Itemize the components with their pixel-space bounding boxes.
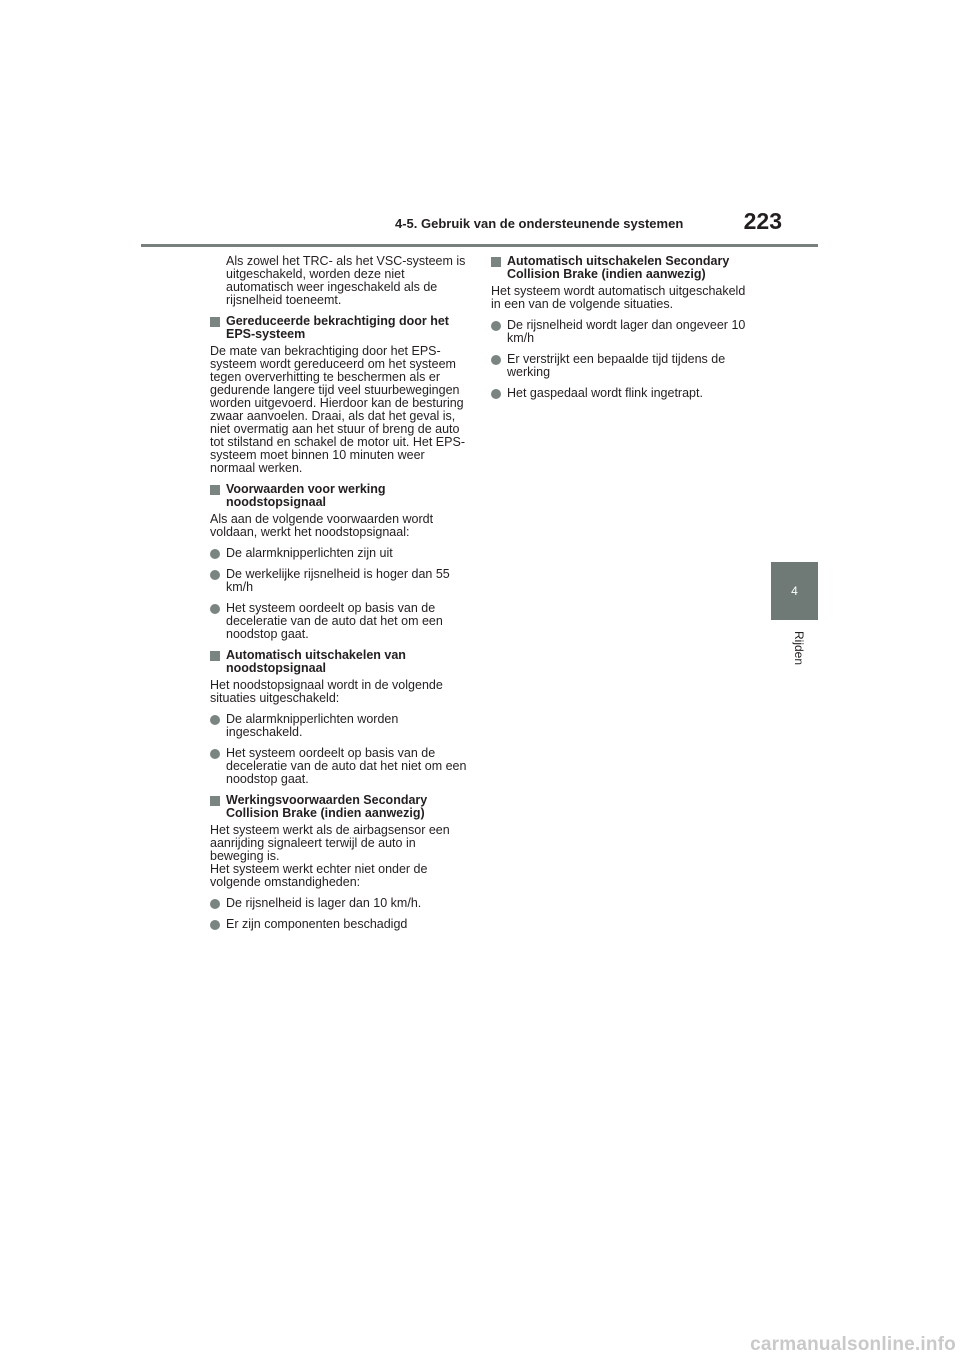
- list-item-text: De werkelijke rijsnelheid is hoger dan 55 km/h: [226, 567, 450, 594]
- noodstop-paragraph: Als aan de volgende voorwaarden wordt voldaan, werkt het noodstopsignaal:: [210, 512, 434, 539]
- list-item: [210, 897, 470, 910]
- eps-paragraph: De mate van bekrachtiging door het EPS-systeem wordt gereduceerd om het systeem tegen oververhitting te beschermen als er gedurende langere tijd veel stuurbewegingen worden uitgevoerd. Hierdoor kan de besturing zwaar aanvoelen. Draai, als dat het geval is, niet overmatig aan het stuur of breng de auto tot stilstand en schakel de motor uit. Het EPS-systeem moet binnen 10 minuten weer normaal werken.: [210, 344, 465, 475]
- circle-bullet-icon: [210, 920, 220, 930]
- page-number: 223: [743, 208, 782, 234]
- left-column: [210, 255, 470, 939]
- circle-bullet-icon: [210, 715, 220, 725]
- square-bullet-icon: [210, 651, 220, 661]
- square-bullet-icon: [210, 317, 220, 327]
- list-item: [491, 387, 753, 400]
- circle-bullet-icon: [491, 389, 501, 399]
- circle-bullet-icon: [210, 604, 220, 614]
- list-item-text: De alarmknipperlichten worden ingeschakeld.: [226, 712, 399, 739]
- circle-bullet-icon: [210, 749, 220, 759]
- section-title: 4-5. Gebruik van de ondersteunende systemen: [395, 216, 684, 231]
- list-item-text: Het systeem oordeelt op basis van de deceleratie van de auto dat het om een noodstop gaat.: [226, 601, 443, 641]
- circle-bullet-icon: [210, 570, 220, 580]
- chapter-tab: [771, 562, 818, 620]
- chapter-label: Rijden: [792, 631, 806, 666]
- header-rule: [141, 244, 818, 247]
- list-item: [491, 319, 753, 345]
- scb-paragraph-2: Het systeem werkt echter niet onder de volgende omstandigheden:: [210, 862, 428, 889]
- list-item: [491, 353, 753, 379]
- chapter-number: 4: [791, 584, 798, 598]
- heading-text: Automatisch uitschakelen van noodstopsignaal: [226, 648, 406, 675]
- list-item: [210, 918, 470, 931]
- square-bullet-icon: [210, 485, 220, 495]
- heading-text: Gereduceerde bekrachtiging door het EPS-systeem: [226, 314, 449, 341]
- list-item: [210, 747, 470, 786]
- scb-heading: [210, 794, 470, 820]
- list-item: [210, 547, 470, 560]
- list-item-text: De rijsnelheid is lager dan 10 km/h.: [226, 896, 422, 910]
- scb-off-heading: [491, 255, 753, 281]
- list-item: [210, 602, 470, 641]
- noodstop-heading: [210, 483, 470, 509]
- heading-text: Voorwaarden voor werking noodstopsignaal: [226, 482, 386, 509]
- intro-paragraph: Als zowel het TRC- als het VSC-systeem is uitgeschakeld, worden deze niet automatisch weer ingeschakeld als de rijsnelheid toeneemt.: [226, 254, 466, 307]
- heading-text: Automatisch uitschakelen Secondary Collision Brake (indien aanwezig): [507, 254, 730, 281]
- scb-off-paragraph: Het systeem wordt automatisch uitgeschakeld in een van de volgende situaties.: [491, 284, 746, 311]
- circle-bullet-icon: [210, 899, 220, 909]
- circle-bullet-icon: [210, 549, 220, 559]
- heading-text: Werkingsvoorwaarden Secondary Collision Brake (indien aanwezig): [226, 793, 428, 820]
- list-item: [210, 568, 470, 594]
- scb-paragraph-1: Het systeem werkt als de airbagsensor een aanrijding signaleert terwijl de auto in beweging is.: [210, 823, 450, 863]
- square-bullet-icon: [491, 257, 501, 267]
- list-item: [210, 713, 470, 739]
- list-item-text: De rijsnelheid wordt lager dan ongeveer 10 km/h: [507, 318, 746, 345]
- list-item-text: Het systeem oordeelt op basis van de deceleratie van de auto dat het niet om een noodstop gaat.: [226, 746, 467, 786]
- circle-bullet-icon: [491, 355, 501, 365]
- right-column: [491, 255, 753, 408]
- square-bullet-icon: [210, 796, 220, 806]
- auto-off-heading: [210, 649, 470, 675]
- list-item-text: Het gaspedaal wordt flink ingetrapt.: [507, 386, 703, 400]
- list-item-text: De alarmknipperlichten zijn uit: [226, 546, 393, 560]
- circle-bullet-icon: [491, 321, 501, 331]
- list-item-text: Er zijn componenten beschadigd: [226, 917, 408, 931]
- list-item-text: Er verstrijkt een bepaalde tijd tijdens de werking: [507, 352, 726, 379]
- eps-heading: [210, 315, 470, 341]
- auto-off-paragraph: Het noodstopsignaal wordt in de volgende situaties uitgeschakeld:: [210, 678, 443, 705]
- watermark: carmanualsonline.info: [750, 1334, 956, 1355]
